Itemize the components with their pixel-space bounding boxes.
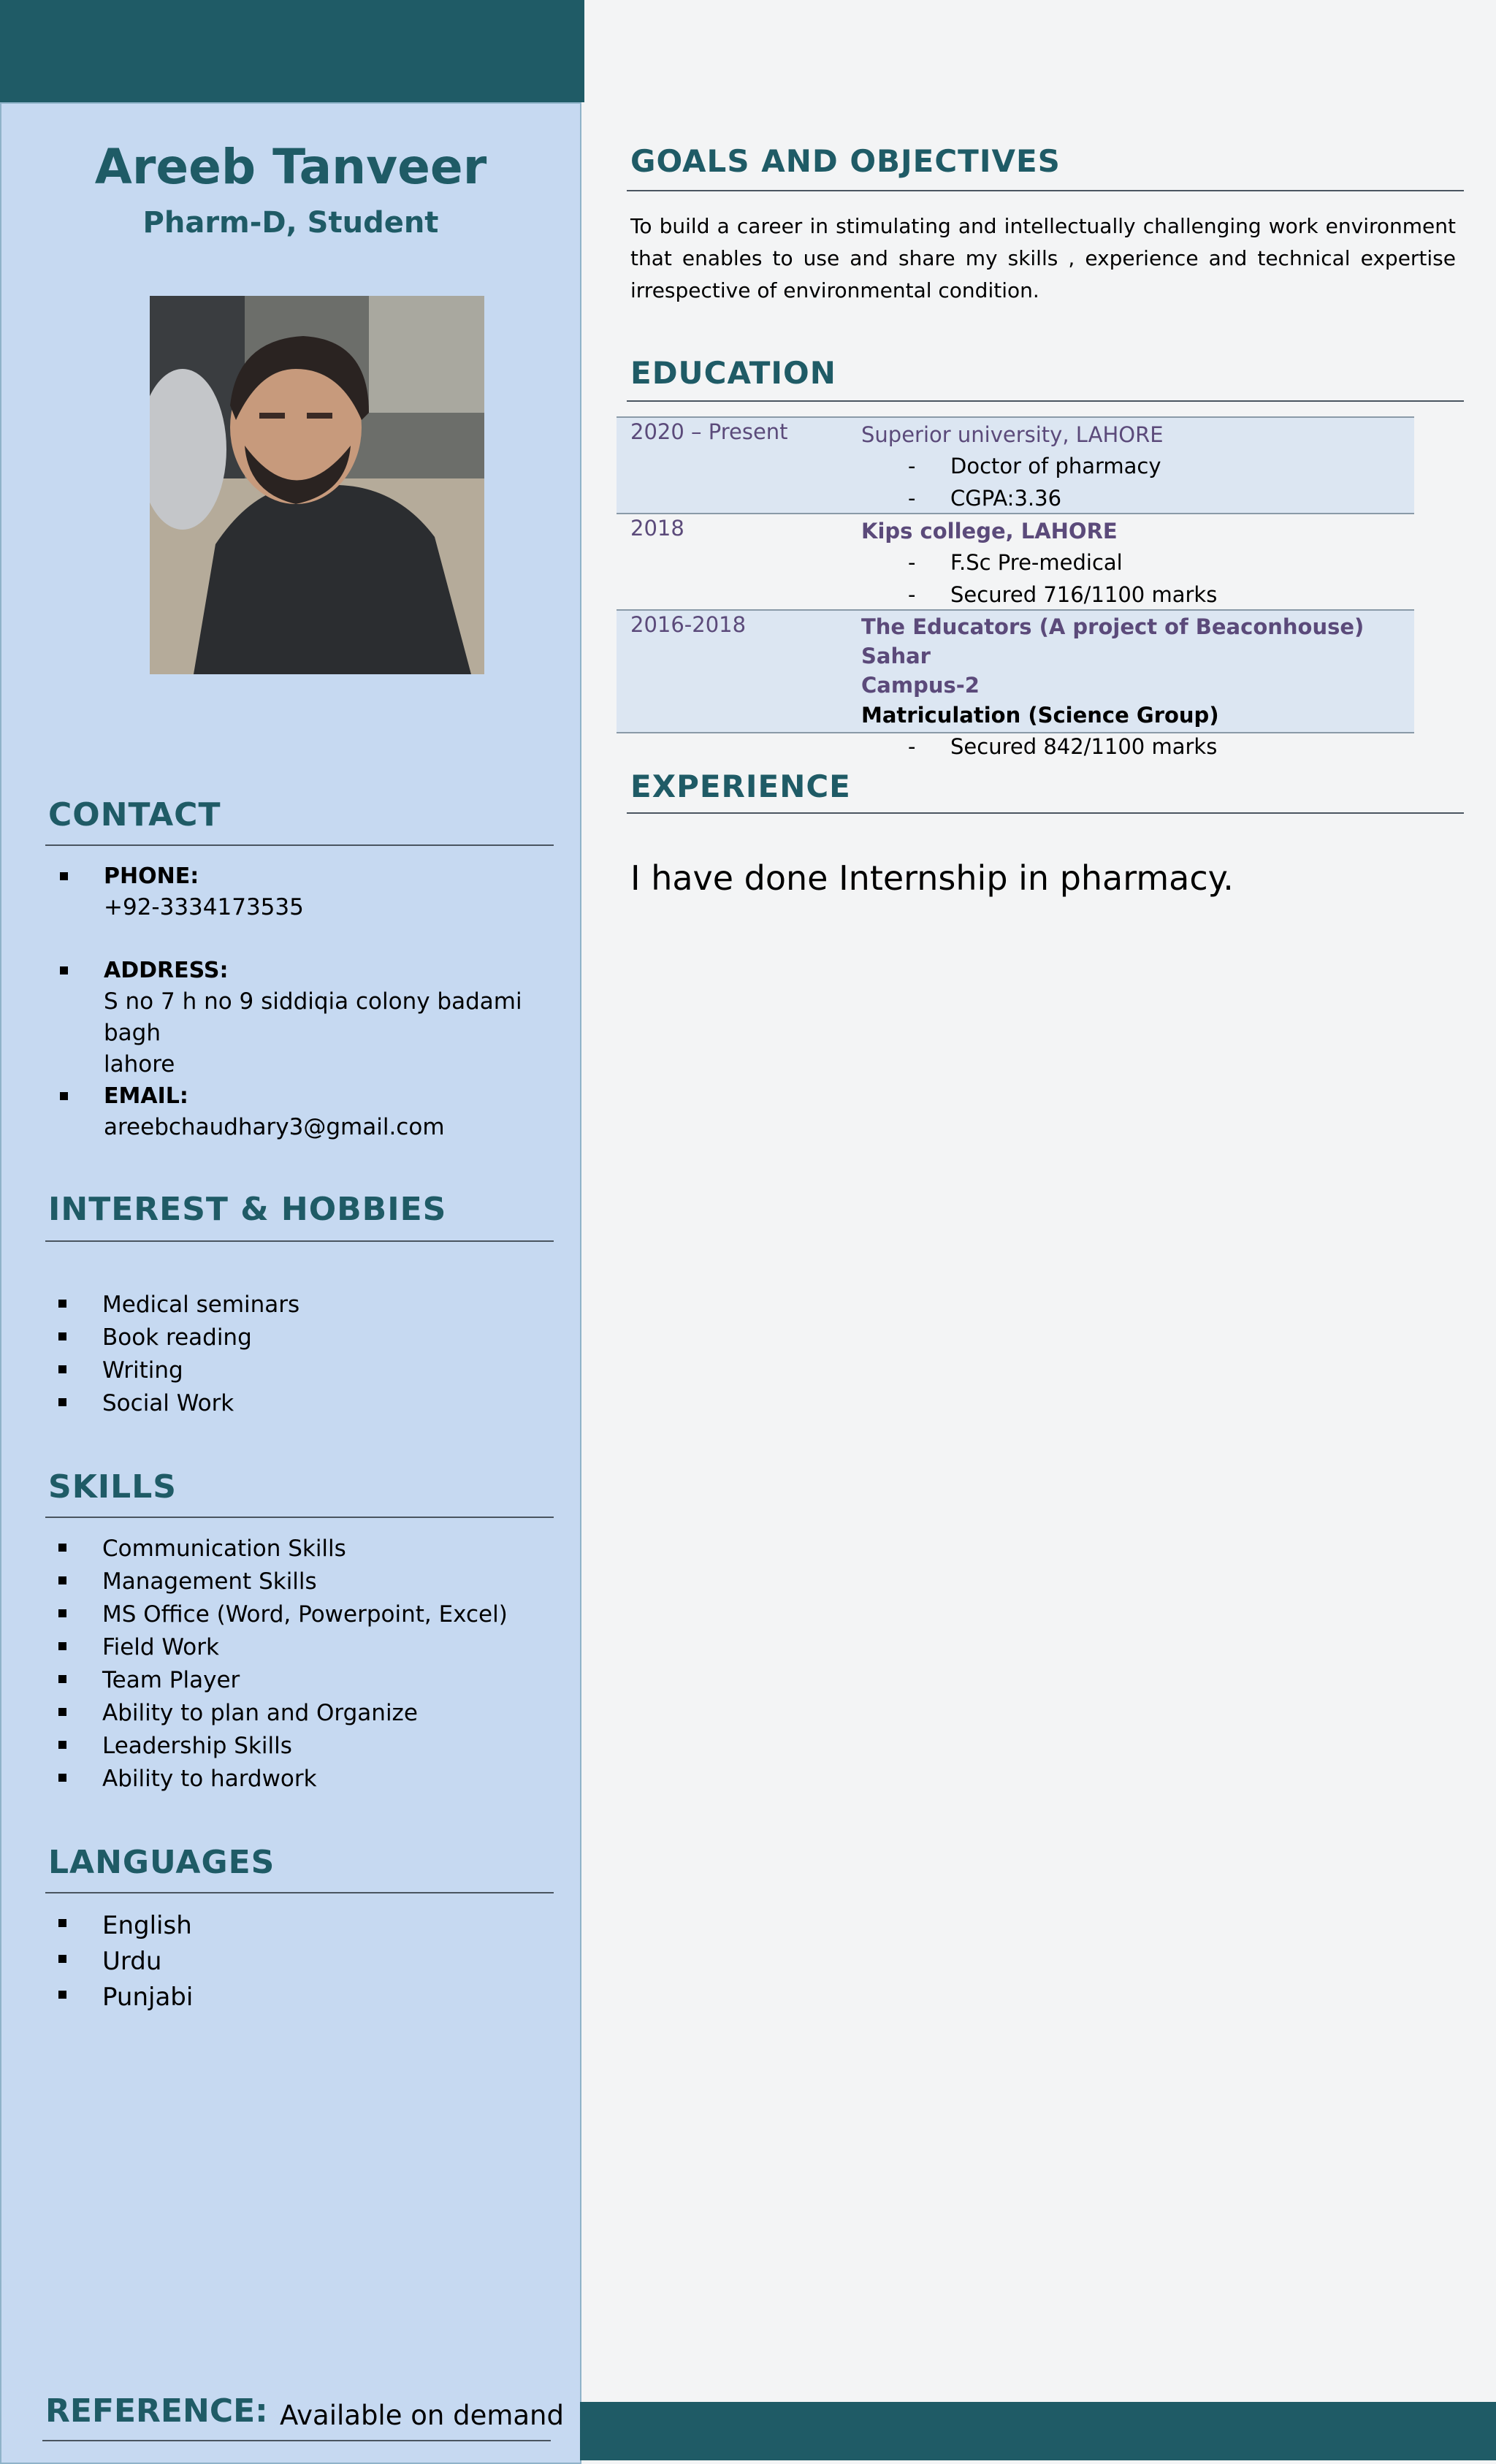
table-row bbox=[617, 611, 1414, 759]
list-item: Team Player bbox=[45, 1664, 508, 1697]
education-table bbox=[617, 416, 1414, 759]
skills-heading: SKILLS bbox=[48, 1468, 177, 1506]
experience-heading: EXPERIENCE bbox=[630, 768, 851, 804]
contact-address bbox=[45, 955, 557, 1080]
bullet-icon bbox=[60, 1092, 68, 1100]
bottom-banner bbox=[580, 2402, 1496, 2460]
list-item: Ability to hardwork bbox=[45, 1763, 508, 1796]
education-year: 2020 – Present bbox=[630, 419, 788, 444]
list-item: Medical seminars bbox=[45, 1289, 299, 1321]
list-item: Management Skills bbox=[45, 1565, 508, 1598]
address-label: ADDRESS: bbox=[104, 958, 229, 983]
reference-value: Available on demand bbox=[280, 2400, 564, 2431]
email-label: EMAIL: bbox=[104, 1083, 188, 1109]
address-line-2: lahore bbox=[104, 1051, 175, 1077]
phone-label: PHONE: bbox=[104, 863, 199, 889]
languages-list bbox=[45, 1908, 193, 2015]
experience-divider bbox=[627, 812, 1464, 814]
languages-heading: LANGUAGES bbox=[48, 1844, 275, 1881]
phone-value: +92-3334173535 bbox=[104, 894, 304, 920]
education-year: 2018 bbox=[630, 516, 684, 541]
education-institution: Superior university, LAHORE bbox=[861, 422, 1164, 447]
experience-text: I have done Internship in pharmacy. bbox=[630, 858, 1234, 898]
list-item: Urdu bbox=[45, 1944, 193, 1980]
top-banner bbox=[0, 0, 584, 102]
education-subheading: Matriculation (Science Group) bbox=[861, 703, 1219, 728]
bullet-icon bbox=[60, 966, 68, 974]
goals-heading: GOALS AND OBJECTIVES bbox=[630, 143, 1061, 179]
list-item: Book reading bbox=[45, 1321, 299, 1354]
contact-phone bbox=[45, 861, 557, 923]
list-item: Field Work bbox=[45, 1631, 508, 1664]
education-year: 2016-2018 bbox=[630, 612, 747, 637]
table-row bbox=[617, 418, 1414, 514]
interests-heading: INTEREST & HOBBIES bbox=[48, 1191, 447, 1228]
list-item: Ability to plan and Organize bbox=[45, 1697, 508, 1730]
skills-divider bbox=[45, 1517, 554, 1518]
education-heading: EDUCATION bbox=[630, 355, 836, 391]
list-item: English bbox=[45, 1908, 193, 1944]
list-item: Leadership Skills bbox=[45, 1730, 508, 1763]
candidate-name: Areeb Tanveer bbox=[94, 139, 487, 195]
education-detail: - Secured 842/1100 marks bbox=[861, 731, 1414, 763]
profile-photo-image bbox=[150, 296, 484, 674]
languages-divider bbox=[45, 1892, 554, 1893]
reference-divider bbox=[42, 2440, 551, 2441]
interests-divider bbox=[45, 1240, 554, 1242]
list-item: Social Work bbox=[45, 1387, 299, 1420]
reference-label: REFERENCE: bbox=[45, 2392, 268, 2430]
education-detail: - CGPA:3.36 bbox=[861, 482, 1414, 514]
candidate-title: Pharm-D, Student bbox=[142, 206, 439, 240]
list-item: Punjabi bbox=[45, 1980, 193, 2015]
education-institution-line-2: Campus-2 bbox=[861, 673, 980, 698]
table-row bbox=[617, 514, 1414, 611]
bullet-icon bbox=[60, 872, 68, 880]
list-item: Writing bbox=[45, 1354, 299, 1387]
education-detail: - Doctor of pharmacy bbox=[861, 450, 1414, 482]
goals-text: To build a career in stimulating and intellectually challenging work environment that enables to use and share my skills , experience and technical expertise irrespective of environmental condition. bbox=[630, 214, 1456, 302]
interests-list bbox=[45, 1289, 299, 1420]
education-institution-line-1: The Educators (A project of Beaconhouse) Sahar bbox=[861, 614, 1365, 668]
list-item: Communication Skills bbox=[45, 1533, 508, 1565]
education-detail: - Secured 716/1100 marks bbox=[861, 579, 1414, 611]
contact-divider bbox=[45, 844, 554, 846]
profile-photo bbox=[150, 296, 484, 674]
contact-email bbox=[45, 1080, 557, 1143]
education-institution: Kips college, LAHORE bbox=[861, 519, 1118, 543]
education-divider bbox=[627, 400, 1464, 402]
list-item: MS Office (Word, Powerpoint, Excel) bbox=[45, 1598, 508, 1631]
address-line-1: S no 7 h no 9 siddiqia colony badami bagh bbox=[104, 988, 522, 1046]
goals-divider bbox=[627, 190, 1464, 191]
contact-heading: CONTACT bbox=[48, 796, 221, 834]
email-value: areebchaudhary3@gmail.com bbox=[104, 1114, 445, 1140]
education-detail: - F.Sc Pre-medical bbox=[861, 546, 1414, 579]
skills-list bbox=[45, 1533, 508, 1796]
